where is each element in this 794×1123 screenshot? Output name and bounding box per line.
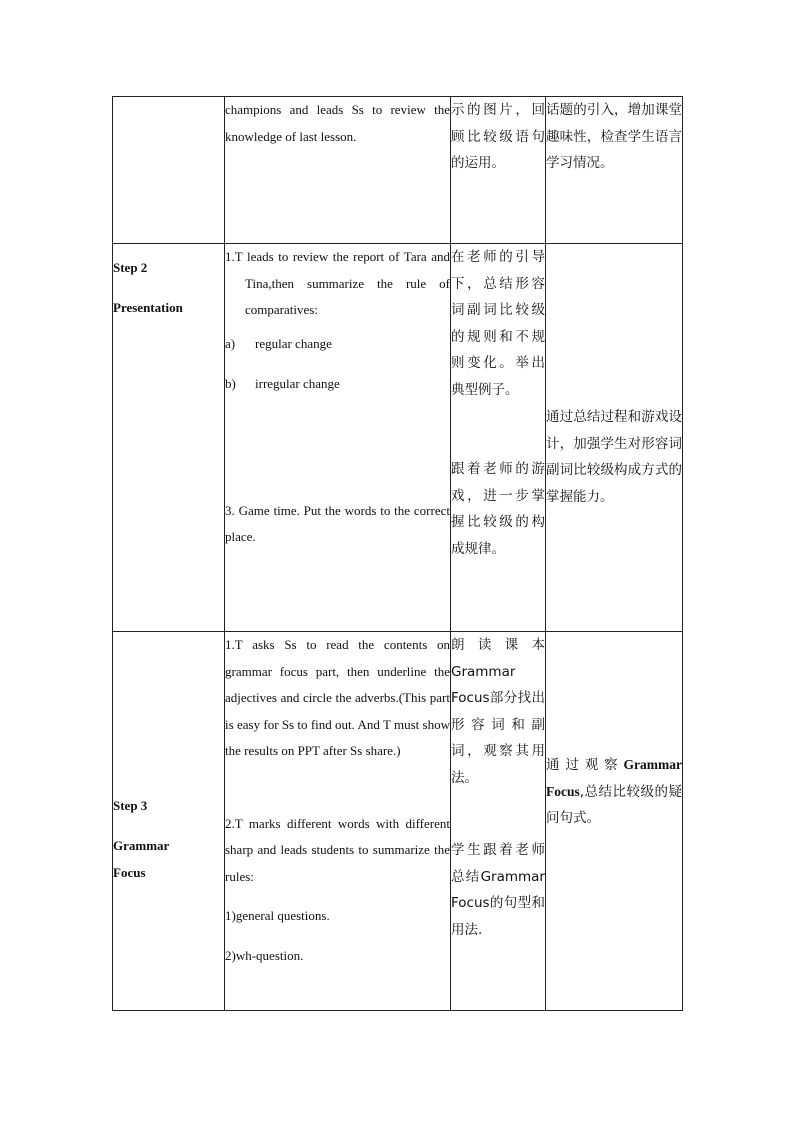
step-cell bbox=[113, 244, 225, 632]
teacher-activity-cell: champions and leads Ss to review the knowledge of last lesson. bbox=[225, 97, 451, 244]
step-title: Presentation bbox=[113, 300, 183, 315]
table-row bbox=[113, 244, 683, 632]
table-row bbox=[113, 632, 683, 1011]
teacher-activity-cell: 1.T asks Ss to read the contents on grammar focus part, then underline the adjectives and circle the adverbs.(This part is easy for Ss to find out. And T must show the results on PPT after Ss share.) 2.T marks different words with different sharp and leads students to summarize the rules: 1)general questions. 2)wh-question. bbox=[225, 632, 451, 1011]
activity-text: 1.T leads to review the report of Tara and Tina,then summarize the rule of comparatives: bbox=[225, 249, 450, 317]
activity-text: 3. Game time. Put the words to the correct place. bbox=[225, 502, 450, 544]
step-number: Step 2 bbox=[113, 260, 148, 275]
step-cell bbox=[113, 632, 225, 1011]
table-row bbox=[113, 97, 683, 244]
teacher-activity-cell bbox=[225, 244, 451, 632]
design-purpose-cell: 通过总结过程和游戏设计，加强学生对形容词副词比较级构成方式的掌握能力。 bbox=[546, 244, 683, 632]
student-activity-cell: 在老师的引导下，总结形容词副词比较级的规则和不规则变化。举出典型例子。 跟着老师的游戏，进一步掌握比较级的构成规律。 bbox=[451, 244, 546, 632]
step-title: Grammar bbox=[113, 838, 170, 853]
lesson-plan-table bbox=[112, 96, 683, 1011]
step-title: Focus bbox=[113, 865, 146, 880]
step-cell bbox=[113, 97, 225, 244]
list-item: b) irregular change bbox=[225, 375, 340, 391]
student-activity-cell: 示的图片，回顾比较级语句的运用。 bbox=[451, 97, 546, 244]
design-purpose-cell: 话题的引入，增加课堂趣味性，检查学生语言学习情况。 bbox=[546, 97, 683, 244]
step-number: Step 3 bbox=[113, 798, 148, 813]
list-item: a) regular change bbox=[225, 335, 332, 351]
student-activity-cell: 朗读课本Grammar Focus部分找出形容词和副词，观察其用法。 学生跟着老师总结Grammar Focus的句型和用法. bbox=[451, 632, 546, 1011]
design-purpose-cell: 通过观察Grammar Focus,总结比较级的疑问句式。 bbox=[546, 632, 683, 1011]
